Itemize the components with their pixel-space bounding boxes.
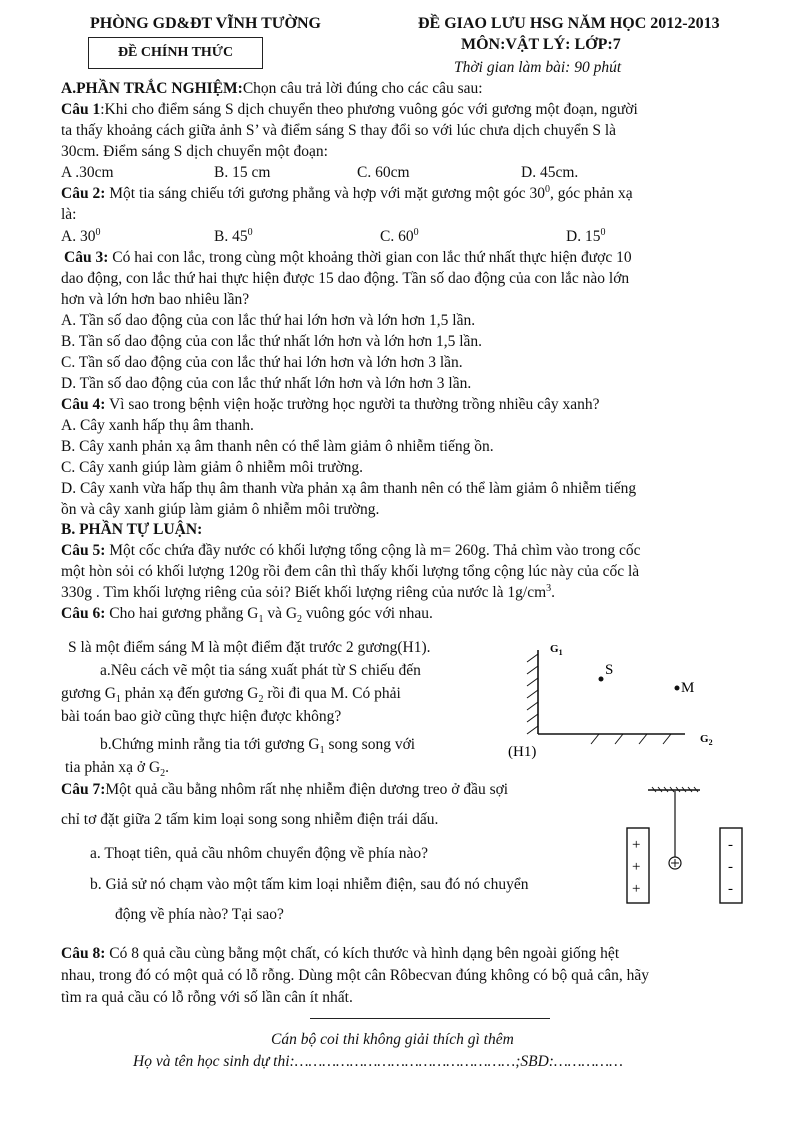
q1-option-c: C. 60cm [357,164,410,181]
q5-line3: 330g . Tìm khối lượng riêng của sỏi? Biết khối lượng riêng của nước là $1g/cm^3$. [61,582,556,601]
q2-option-d: D. $15^0$ [566,226,606,245]
q3-option-d: D. Tần số dao động của con lắc thứ nhất lớn hơn và lớn hơn 3 lần. [61,375,472,392]
mirror-g1-hatching [527,654,538,734]
q4-option-a: A. Cây xanh hấp thụ âm thanh. [61,417,254,434]
q8-line2: nhau, trong đó có một quả có lỗ rỗng. Dùng một cân Rôbecvan đúng không có bộ quả cân, hãy [61,967,650,984]
q3-line3: hơn và lớn hơn bao nhiêu lần? [61,291,250,308]
q6-line6: b.Chứng minh rằng tia tới gương $G_1$ song song với [100,736,416,757]
label-m: M [681,680,695,696]
label-g2: $G_2$ [700,733,713,747]
figure-caption: (H1) [508,744,537,760]
q6-line5: bài toán bao giờ cũng thực hiện được không? [61,708,342,725]
q1-option-a: A .30cm [61,164,114,181]
part-a-title: A.PHẦN TRẮC NGHIỆM: [61,80,243,97]
q2-label: Câu 2: [61,185,106,202]
q4-option-c: C. Cây xanh giúp làm giảm ô nhiễm môi trường. [61,459,364,476]
q8-label: Câu 8: [61,945,106,962]
point-s [599,677,604,682]
part-b-heading: B. PHẦN TỰ LUẬN: [61,521,203,538]
q6-line3: a.Nêu cách vẽ một tia sáng xuất phát từ S chiếu đến [100,662,421,679]
figure-h1 [505,632,745,767]
plus-sign: + [632,881,641,897]
q7-b: b. Giả sử nó chạm vào một tấm kim loại nhiễm điện, sau đó nó chuyển [90,876,529,893]
plus-sign: + [632,837,641,853]
q2-option-c: C. $60^0$ [380,226,419,245]
q8-line1: Câu 8: Có 8 quả cầu cùng bằng một chất, có kích thước và hình dạng bên ngoài giống hệt [61,945,620,962]
q2-option-a: A. $30^0$ [61,226,101,245]
q3-option-c: C. Tần số dao động của con lắc thứ hai lớn hơn và lớn hơn 3 lần. [61,354,463,371]
figure-charged-plates [615,785,745,910]
q5-line1: Câu 5: Một cốc chứa đầy nước có khối lượng tổng cộng là m= 260g. Thả chìm vào trong cốc [61,542,641,559]
q6-line4: gương $G_1$ phản xạ đến gương $G_2$ rồi đi qua M. Có phải [61,685,401,706]
q1-line1: Câu 1:Khi cho điểm sáng S dịch chuyển theo phương vuông góc với gương một đoạn, người [61,101,638,118]
label-g1: $G_1$ [550,643,563,657]
q1-line2: ta thấy khoảng cách giữa ảnh S’ và điểm sáng S thay đổi so với lúc chưa dịch chuyển S là [61,122,617,139]
q7-label: Câu 7: [61,781,106,798]
q5-label: Câu 5: [61,542,106,559]
q2-line1: Câu 2: Một tia sáng chiếu tới gương phẳng và hợp với mặt gương một góc $30^0$, góc phản xạ [61,183,633,202]
q4-option-d: D. Cây xanh vừa hấp thụ âm thanh vừa phản xạ âm thanh nên có thể làm giảm ô nhiễm tiếng [61,480,637,497]
q3-line2: dao động, con lắc thứ hai thực hiện được 15 dao động. Tần số dao động của con lắc nào lớn [61,270,630,287]
mirror-g2-hatching [591,734,671,744]
exam-duration: Thời gian làm bài: 90 phút [454,59,622,76]
q7-a: a. Thoạt tiên, quả cầu nhôm chuyển động về phía nào? [90,845,429,862]
part-a-heading [61,79,483,99]
q2-option-b: B. $45^0$ [214,226,253,245]
q1-option-b: B. 15 cm [214,164,271,181]
q7-line1: Câu 7:Một quả cầu bằng nhôm rất nhẹ nhiễm điện dương treo ở đầu sợi [61,781,509,798]
q6-line2: S là một điểm sáng M là một điểm đặt trước 2 gương(H1). [68,639,431,656]
plus-sign: + [632,859,641,875]
q6-label: Câu 6: [61,605,106,622]
label-s: S [605,662,614,678]
q2-line2: là: [61,206,77,223]
q3-line1: Câu 3: Có hai con lắc, trong cùng một khoảng thời gian con lắc thứ nhất thực hiện được 10 [64,249,632,266]
q1-line3: 30cm. Điểm sáng S dịch chuyển một đoạn: [61,143,328,160]
footer-note: Cán bộ coi thi không giải thích gì thêm [271,1031,514,1048]
q4-label: Câu 4: [61,396,106,413]
minus-sign: - [728,881,733,897]
minus-sign: - [728,859,733,875]
footer-divider [310,1018,550,1019]
q6-line1: Câu 6: Cho hai gương phẳng $G_1$ và $G_2$ vuông góc với nhau. [61,605,433,626]
official-stamp-box [88,37,263,69]
q6-line7: tia phản xạ ở $G_2$. [65,759,170,780]
q1-option-d: D. 45cm. [521,164,579,181]
exam-subject: MÔN:VẬT LÝ: LỚP:7 [461,36,621,53]
q1-label: Câu 1 [61,101,101,118]
minus-sign: - [728,837,733,853]
q3-option-a: A. Tần số dao động của con lắc thứ hai lớn hơn và lớn hơn 1,5 lần. [61,312,476,329]
q5-line2: một hòn sỏi có khối lượng 120g rồi đem cân thì thấy khối lượng tổng cộng lúc này của cốc là [61,563,640,580]
q7-line2: chỉ tơ đặt giữa 2 tấm kim loại song song nhiễm điện trái dấu. [61,811,439,828]
q3-label: Câu 3: [64,249,109,266]
part-a-instruction: Chọn câu trả lời đúng cho các câu sau: [242,80,483,97]
school-department: PHÒNG GD&ĐT VĨNH TƯỜNG [90,15,321,32]
exam-title: ĐỀ GIAO LƯU HSG NĂM HỌC 2012-2013 [418,15,720,32]
official-label: ĐỀ CHÍNH THỨC [117,45,234,60]
q3-option-b: B. Tần số dao động của con lắc thứ nhất lớn hơn và lớn hơn 1,5 lần. [61,333,483,350]
point-m [675,686,680,691]
q4-option-b: B. Cây xanh phản xạ âm thanh nên có thể làm giảm ô nhiễm tiếng ồn. [61,438,494,455]
q8-line3: tìm ra quả cầu có lỗ rỗng với số lần cân ít nhất. [61,989,353,1006]
q4-line1: Câu 4: Vì sao trong bệnh viện hoặc trường học người ta thường trồng nhiều cây xanh? [61,396,600,413]
q7-b-cont: động về phía nào? Tại sao? [115,906,284,923]
q4-option-d-cont: ồn và cây xanh giúp làm giảm ô nhiễm môi trường. [61,501,380,518]
footer-student-info: Họ và tên học sinh dự thi:…………………………………………;SBD:…………… [133,1053,623,1070]
